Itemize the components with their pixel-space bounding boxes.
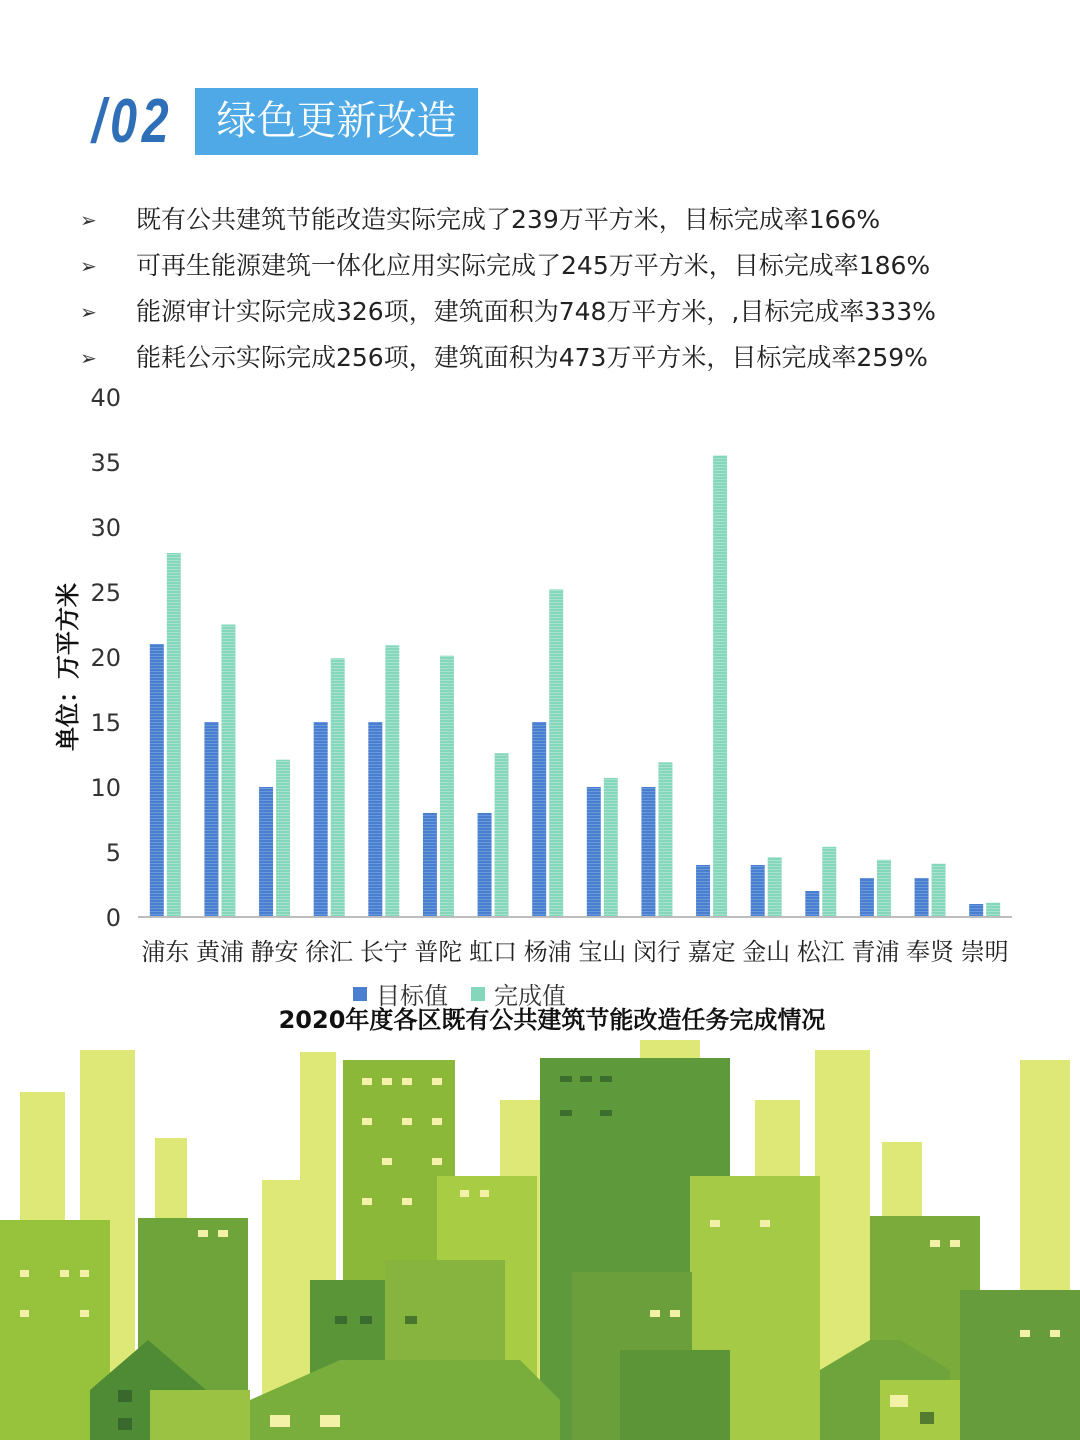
bar-target [805,891,819,917]
legend-swatch-target [353,987,367,1001]
bar-target [259,787,273,917]
x-tick-label: 虹口 [469,938,518,966]
bar-actual [440,656,454,917]
chart-title: 2020年度各区既有公共建筑节能改造任务完成情况 [278,1006,826,1034]
x-tick-label: 青浦 [851,938,900,966]
y-tick-label: 30 [90,514,121,542]
bar-actual [221,625,235,918]
bar-actual [549,589,563,917]
bar-target [751,865,765,917]
bullet-item [80,246,1060,292]
arrow-bullet-icon: ➢ [80,208,97,232]
bar-target [641,787,655,917]
legend-label-actual: 完成值 [494,982,566,1010]
bar-target [204,722,218,917]
bullet-item [80,292,1060,338]
x-tick-label: 奉贤 [906,938,955,966]
bar-actual [877,860,891,917]
bar-target [478,813,492,917]
bar-target [532,722,546,917]
x-tick-label: 长宁 [359,938,408,966]
bullet-text: 可再生能源建筑一体化应用实际完成了245万平方米，目标完成率186% [136,251,931,280]
y-axis-label: 单位：万平方米 [54,583,82,751]
arrow-bullet-icon: ➢ [80,254,97,278]
bar-actual [768,857,782,917]
x-tick-label: 浦东 [141,938,190,966]
bar-actual [822,847,836,917]
bar-actual [495,753,509,917]
x-tick-label: 宝山 [578,938,627,966]
y-tick-label: 5 [105,839,121,867]
legend-label-target: 目标值 [376,982,448,1010]
x-tick-label: 闵行 [632,938,681,966]
bar-actual [658,762,672,917]
bar-target [314,722,328,917]
bar-actual [713,456,727,918]
y-tick-label: 35 [90,449,121,477]
x-tick-label: 杨浦 [523,938,572,966]
y-tick-label: 0 [105,904,121,932]
x-tick-label: 金山 [742,938,791,966]
bar-target [860,878,874,917]
bar-actual [385,645,399,917]
y-tick-label: 25 [90,579,121,607]
bar-target [368,722,382,917]
bar-target [587,787,601,917]
bar-target [423,813,437,917]
city-skyline-illustration [0,1040,1080,1440]
bar-target [969,904,983,917]
arrow-bullet-icon: ➢ [80,346,97,370]
y-tick-label: 10 [90,774,121,802]
legend-swatch-actual [471,987,485,1001]
bars [150,456,1000,918]
y-axis-ticks [90,384,121,932]
bar-actual [604,778,618,917]
y-tick-label: 40 [90,384,121,412]
x-axis-labels [141,938,1008,966]
bullet-list [80,200,1060,384]
x-tick-label: 崇明 [960,938,1009,966]
bar-actual [932,864,946,917]
x-tick-label: 静安 [250,938,299,966]
bullet-item [80,200,1060,246]
section-title: 绿色更新改造 [195,88,478,155]
bullet-text: 能耗公示实际完成256项，建筑面积为473万平方米，目标完成率259% [136,343,928,372]
arrow-bullet-icon: ➢ [80,300,97,324]
bar-actual [167,553,181,917]
bar-actual [276,760,290,917]
x-tick-label: 黄浦 [195,938,244,966]
bar-actual [986,903,1000,917]
x-tick-label: 徐汇 [305,938,354,966]
bullet-item [80,338,1060,384]
section-number: /02 [92,87,174,156]
bar-target [915,878,929,917]
bullet-text: 能源审计实际完成326项，建筑面积为748万平方米，,目标完成率333% [136,297,936,326]
bullet-text: 既有公共建筑节能改造实际完成了239万平方米，目标完成率166% [136,205,881,234]
bar-chart [0,380,1080,1040]
x-tick-label: 嘉定 [687,938,736,966]
bar-actual [331,658,345,917]
bar-target [150,644,164,917]
y-tick-label: 15 [90,709,121,737]
x-tick-label: 松江 [796,938,845,966]
y-tick-label: 20 [90,644,121,672]
x-tick-label: 普陀 [414,938,463,966]
bar-target [696,865,710,917]
